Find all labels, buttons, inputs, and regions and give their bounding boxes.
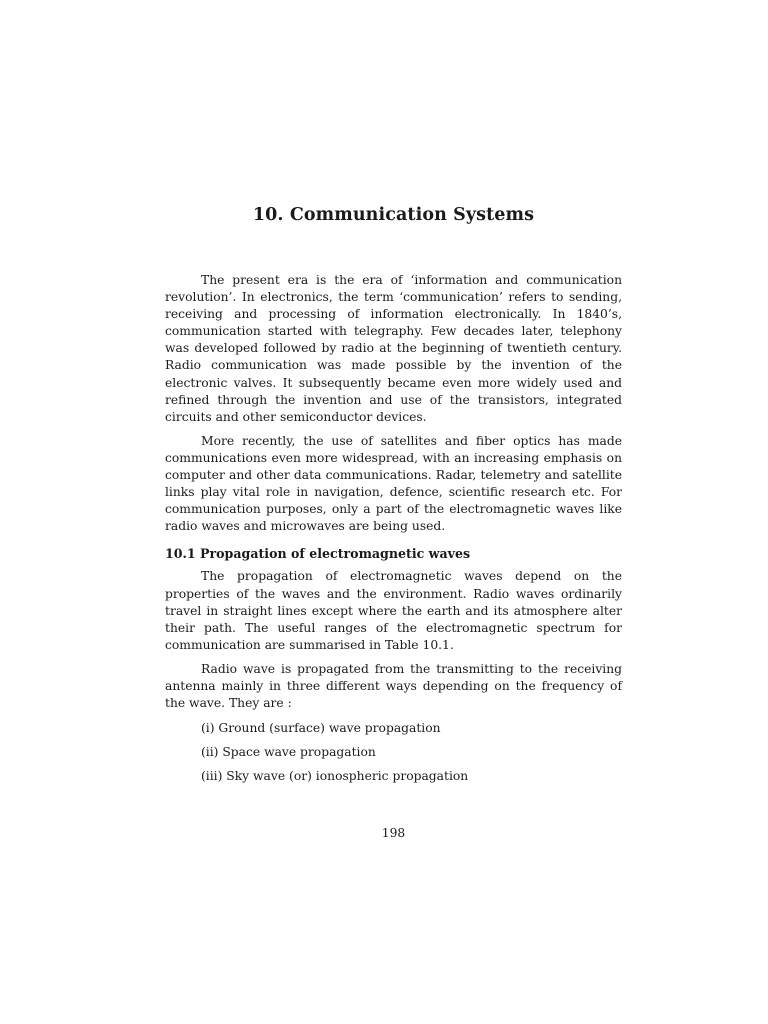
propagation-list	[165, 719, 622, 785]
section-paragraph-2: Radio wave is propagated from the transmitting to the receiving antenna mainly in three different ways depending on the frequency of the wave. They are :	[165, 661, 622, 711]
page-number: 198	[381, 826, 406, 840]
list-item: (i) Ground (surface) wave propagation	[201, 721, 441, 736]
intro-paragraph-1: The present era is the era of ‘information and communication revolution’. In electronics, the term ‘communication’ refers to sending, receiving and processing of information electronically. In 1840’s, communication started with telegraphy. Few decades later, telephony was developed followed by radio at the beginning of twentieth century. Radio communication was made possible by the invention of the electronic valves. It subsequently became even more widely used and refined through the invention and use of the transistors, integrated circuits and other semiconductor devices.	[165, 273, 622, 424]
body-text	[165, 272, 622, 785]
intro-paragraph-2: More recently, the use of satellites and fiber optics has made communications even more widespread, with an increasing emphasis on computer and other data communications. Radar, telemetry and satellite links play vital role in navigation, defence, scientific research etc. For communication purposes, only a part of the electromagnetic waves like radio waves and microwaves are being used.	[165, 433, 622, 534]
list-item: (iii) Sky wave (or) ionospheric propagation	[201, 769, 469, 784]
section-heading: 10.1 Propagation of electromagnetic waves	[165, 546, 471, 562]
chapter-title: 10. Communication Systems	[252, 205, 535, 225]
section-paragraph-1: The propagation of electromagnetic waves depend on the properties of the waves and the environment. Radio waves ordinarily travel in straight lines except where the earth and its atmosphere alter their path. The useful ranges of the electromagnetic spectrum for communication are summarised in Table 10.1.	[165, 569, 622, 652]
list-item: (ii) Space wave propagation	[201, 745, 376, 760]
